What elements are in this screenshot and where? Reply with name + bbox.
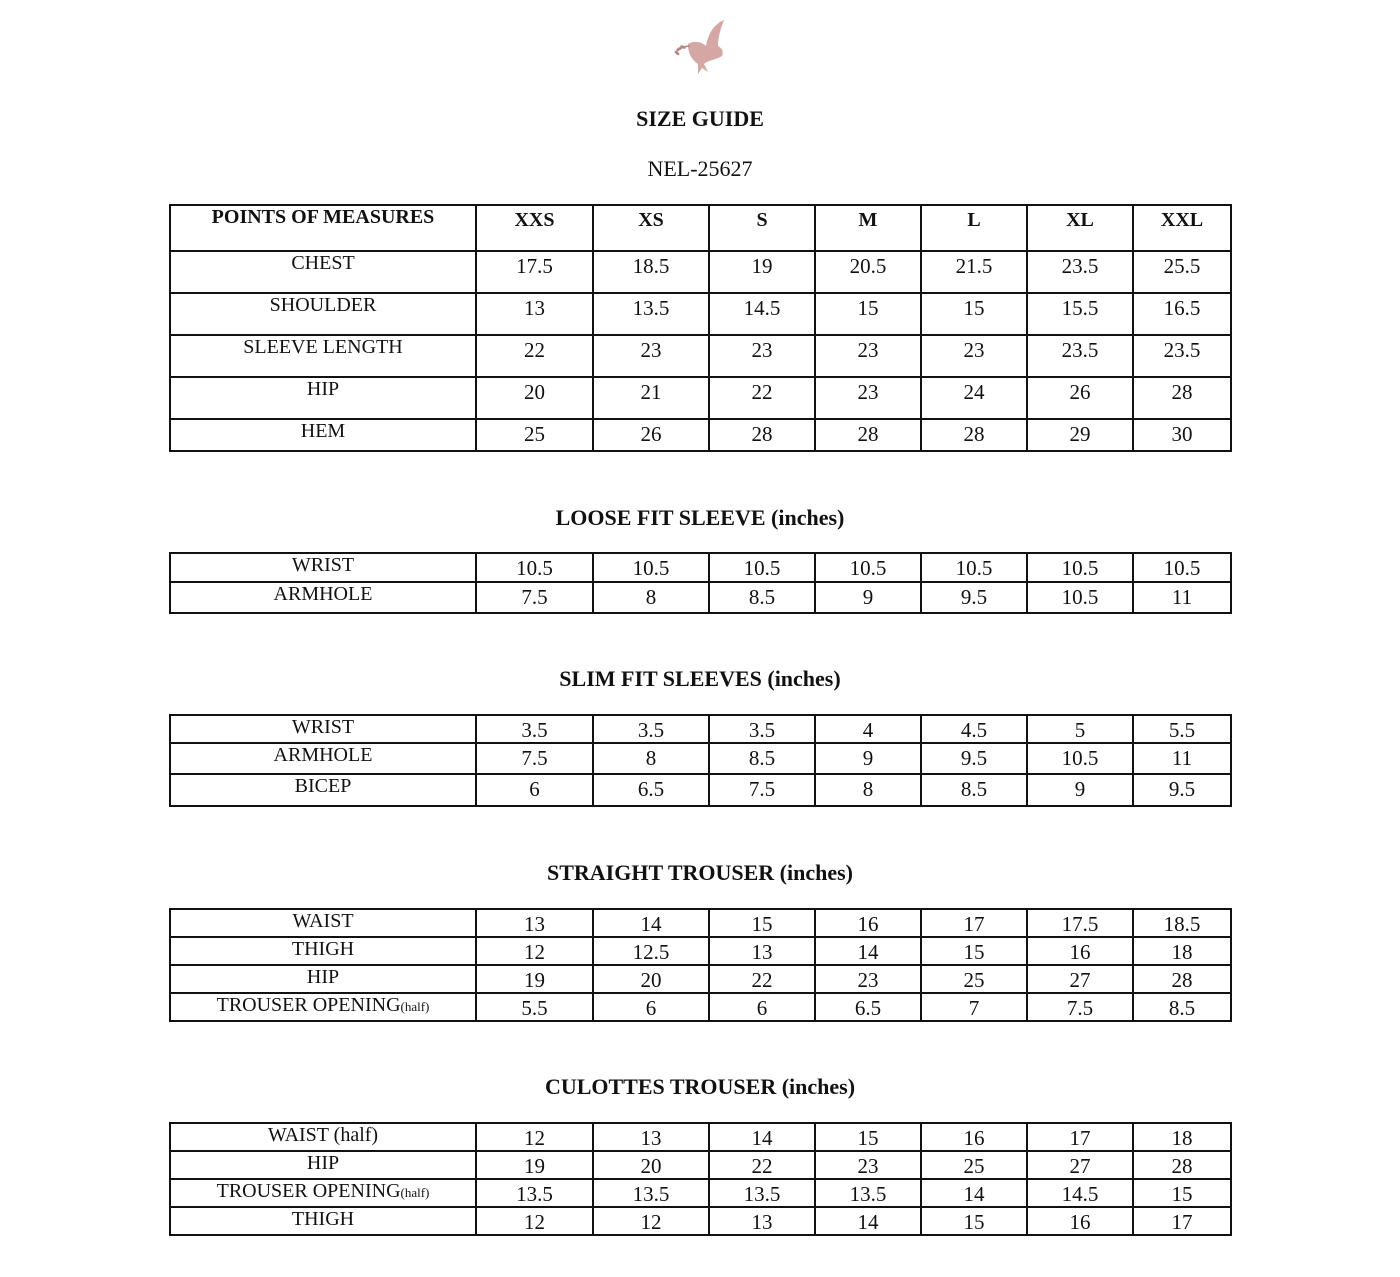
measure-value: 13.5 (593, 293, 709, 335)
size-header-s: S (709, 205, 815, 251)
size-header-xs: XS (593, 205, 709, 251)
measure-value: 23 (709, 335, 815, 377)
measure-value: 15 (815, 293, 921, 335)
measure-value: 9.5 (921, 582, 1027, 613)
measure-value: 14 (921, 1179, 1027, 1207)
measure-value: 8.5 (709, 743, 815, 774)
table-row (170, 251, 1231, 293)
table-row (170, 293, 1231, 335)
measure-value: 13 (593, 1123, 709, 1151)
measure-value: 7 (921, 993, 1027, 1021)
measure-value: 13.5 (815, 1179, 921, 1207)
measure-value: 12 (476, 1207, 593, 1235)
measure-value: 6 (709, 993, 815, 1021)
table-row (170, 1179, 1231, 1207)
header-label: POINTS OF MEASURES (170, 205, 476, 251)
straight-trouser-table (169, 908, 1232, 1022)
measure-value: 20.5 (815, 251, 921, 293)
measure-value: 20 (593, 1151, 709, 1179)
measure-value: 9 (815, 582, 921, 613)
measure-value: 21 (593, 377, 709, 419)
size-header-m: M (815, 205, 921, 251)
measure-value: 10.5 (709, 553, 815, 582)
measure-value: 28 (1133, 965, 1231, 993)
loose-fit-sleeve-table (169, 552, 1232, 614)
style-code: NEL-25627 (647, 156, 753, 181)
measure-label: CHEST (170, 251, 476, 293)
measure-label: HIP (170, 1151, 476, 1179)
table-row (170, 1123, 1231, 1151)
measure-value: 6.5 (815, 993, 921, 1021)
measure-value: 17 (1133, 1207, 1231, 1235)
measure-value: 10.5 (593, 553, 709, 582)
table-row (170, 335, 1231, 377)
table-row (170, 1151, 1231, 1179)
measure-value: 14 (815, 1207, 921, 1235)
dove-with-olive-branch-icon (668, 16, 732, 76)
measure-value: 14 (593, 909, 709, 937)
measure-value: 12 (476, 937, 593, 965)
measure-label: ARMHOLE (170, 743, 476, 774)
section-title-culottes-trouser: CULOTTES TROUSER (inches) (544, 1074, 856, 1099)
measure-value: 14.5 (709, 293, 815, 335)
measure-value: 10.5 (1027, 582, 1133, 613)
measure-value: 8.5 (709, 582, 815, 613)
section-title-slim-fit: SLIM FIT SLEEVES (inches) (559, 666, 841, 691)
section-title-straight-trouser: STRAIGHT TROUSER (inches) (546, 860, 854, 885)
measure-value: 15 (921, 293, 1027, 335)
measure-value: 28 (1133, 377, 1231, 419)
measure-value: 25 (476, 419, 593, 451)
measure-value: 13 (709, 1207, 815, 1235)
measure-value: 23 (815, 1151, 921, 1179)
measure-value: 9.5 (1133, 774, 1231, 806)
measure-value: 8 (593, 582, 709, 613)
measure-note: (half) (400, 1185, 430, 1201)
size-header-l: L (921, 205, 1027, 251)
measure-value: 15 (709, 909, 815, 937)
measure-value: 10.5 (1027, 743, 1133, 774)
measure-value: 16 (1027, 1207, 1133, 1235)
measure-value: 13 (709, 937, 815, 965)
measure-value: 14.5 (1027, 1179, 1133, 1207)
measure-value: 20 (593, 965, 709, 993)
measure-value: 28 (815, 419, 921, 451)
measure-value: 13 (476, 909, 593, 937)
measure-value: 23.5 (1027, 251, 1133, 293)
measure-value: 7.5 (1027, 993, 1133, 1021)
measure-value: 28 (709, 419, 815, 451)
measure-value: 9 (1027, 774, 1133, 806)
measure-value: 10.5 (476, 553, 593, 582)
measure-value: 23 (593, 335, 709, 377)
measure-note: (half) (400, 999, 430, 1015)
measure-label: HEM (170, 419, 476, 451)
measure-value: 10.5 (921, 553, 1027, 582)
measure-value: 18.5 (1133, 909, 1231, 937)
table-row (170, 377, 1231, 419)
measure-value: 7.5 (709, 774, 815, 806)
table-row (170, 553, 1231, 582)
measure-label: WRIST (170, 553, 476, 582)
measure-value: 30 (1133, 419, 1231, 451)
measure-value: 13 (476, 293, 593, 335)
measure-label: THIGH (170, 1207, 476, 1235)
measure-value: 18 (1133, 1123, 1231, 1151)
table-row (170, 965, 1231, 993)
measure-value: 10.5 (1133, 553, 1231, 582)
measure-value: 13.5 (593, 1179, 709, 1207)
measure-value: 5.5 (476, 993, 593, 1021)
measure-value: 3.5 (476, 715, 593, 743)
measure-value: 22 (709, 965, 815, 993)
measure-value: 11 (1133, 743, 1231, 774)
slim-fit-sleeves-table (169, 714, 1232, 807)
measure-value: 12 (476, 1123, 593, 1151)
measure-value: 21.5 (921, 251, 1027, 293)
size-header-xxs: XXS (476, 205, 593, 251)
measure-value: 23 (815, 965, 921, 993)
measure-value: 8.5 (921, 774, 1027, 806)
main-measures-table (169, 204, 1232, 452)
table-row (170, 774, 1231, 806)
measure-value: 9.5 (921, 743, 1027, 774)
measure-value: 28 (921, 419, 1027, 451)
table-row (170, 1207, 1231, 1235)
measure-value: 16 (921, 1123, 1027, 1151)
table-header-row (170, 205, 1231, 251)
measure-value: 9 (815, 743, 921, 774)
measure-value: 3.5 (709, 715, 815, 743)
measure-value: 17.5 (1027, 909, 1133, 937)
measure-value: 15.5 (1027, 293, 1133, 335)
measure-value: 23.5 (1133, 335, 1231, 377)
measure-value: 23 (921, 335, 1027, 377)
table-row (170, 743, 1231, 774)
measure-value: 6.5 (593, 774, 709, 806)
measure-value: 11 (1133, 582, 1231, 613)
measure-label: WRIST (170, 715, 476, 743)
table-row (170, 937, 1231, 965)
measure-value: 24 (921, 377, 1027, 419)
measure-value: 15 (1133, 1179, 1231, 1207)
measure-value: 13.5 (476, 1179, 593, 1207)
size-header-xl: XL (1027, 205, 1133, 251)
measure-value: 14 (709, 1123, 815, 1151)
measure-value: 23.5 (1027, 335, 1133, 377)
measure-value: 13.5 (709, 1179, 815, 1207)
measure-value: 26 (1027, 377, 1133, 419)
measure-label: BICEP (170, 774, 476, 806)
measure-value: 26 (593, 419, 709, 451)
measure-value: 15 (921, 937, 1027, 965)
measure-value: 19 (476, 965, 593, 993)
measure-value: 23 (815, 377, 921, 419)
measure-value: 25.5 (1133, 251, 1231, 293)
measure-value: 16 (815, 909, 921, 937)
measure-value: 28 (1133, 1151, 1231, 1179)
measure-label: TROUSER OPENING(half) (170, 1179, 476, 1207)
measure-value: 5.5 (1133, 715, 1231, 743)
measure-label: WAIST (half) (170, 1123, 476, 1151)
measure-label: WAIST (170, 909, 476, 937)
measure-value: 29 (1027, 419, 1133, 451)
measure-value: 7.5 (476, 743, 593, 774)
measure-value: 3.5 (593, 715, 709, 743)
measure-label: ARMHOLE (170, 582, 476, 613)
measure-value: 19 (709, 251, 815, 293)
section-title-loose-fit: LOOSE FIT SLEEVE (inches) (555, 505, 845, 530)
measure-value: 22 (476, 335, 593, 377)
measure-value: 15 (921, 1207, 1027, 1235)
measure-value: 7.5 (476, 582, 593, 613)
measure-value: 22 (709, 377, 815, 419)
measure-value: 6 (476, 774, 593, 806)
measure-value: 12.5 (593, 937, 709, 965)
measure-value: 16 (1027, 937, 1133, 965)
measure-value: 17.5 (476, 251, 593, 293)
measure-value: 17 (1027, 1123, 1133, 1151)
measure-label: SHOULDER (170, 293, 476, 335)
measure-value: 10.5 (1027, 553, 1133, 582)
measure-value: 22 (709, 1151, 815, 1179)
measure-value: 18.5 (593, 251, 709, 293)
size-header-xxl: XXL (1133, 205, 1231, 251)
measure-label: SLEEVE LENGTH (170, 335, 476, 377)
measure-value: 18 (1133, 937, 1231, 965)
measure-value: 4 (815, 715, 921, 743)
measure-value: 27 (1027, 965, 1133, 993)
measure-value: 12 (593, 1207, 709, 1235)
measure-label: THIGH (170, 937, 476, 965)
measure-value: 8 (593, 743, 709, 774)
measure-value: 25 (921, 1151, 1027, 1179)
table-row (170, 993, 1231, 1021)
measure-value: 5 (1027, 715, 1133, 743)
measure-value: 14 (815, 937, 921, 965)
page-title: SIZE GUIDE (636, 106, 764, 131)
measure-value: 6 (593, 993, 709, 1021)
measure-label: HIP (170, 377, 476, 419)
measure-value: 20 (476, 377, 593, 419)
measure-value: 19 (476, 1151, 593, 1179)
measure-value: 23 (815, 335, 921, 377)
table-row (170, 909, 1231, 937)
table-row (170, 419, 1231, 451)
table-row (170, 715, 1231, 743)
measure-value: 8 (815, 774, 921, 806)
measure-label: TROUSER OPENING(half) (170, 993, 476, 1021)
measure-value: 8.5 (1133, 993, 1231, 1021)
measure-value: 16.5 (1133, 293, 1231, 335)
measure-value: 25 (921, 965, 1027, 993)
culottes-trouser-table (169, 1122, 1232, 1236)
measure-value: 10.5 (815, 553, 921, 582)
measure-label: HIP (170, 965, 476, 993)
measure-value: 17 (921, 909, 1027, 937)
measure-value: 4.5 (921, 715, 1027, 743)
measure-value: 15 (815, 1123, 921, 1151)
table-row (170, 582, 1231, 613)
measure-value: 27 (1027, 1151, 1133, 1179)
